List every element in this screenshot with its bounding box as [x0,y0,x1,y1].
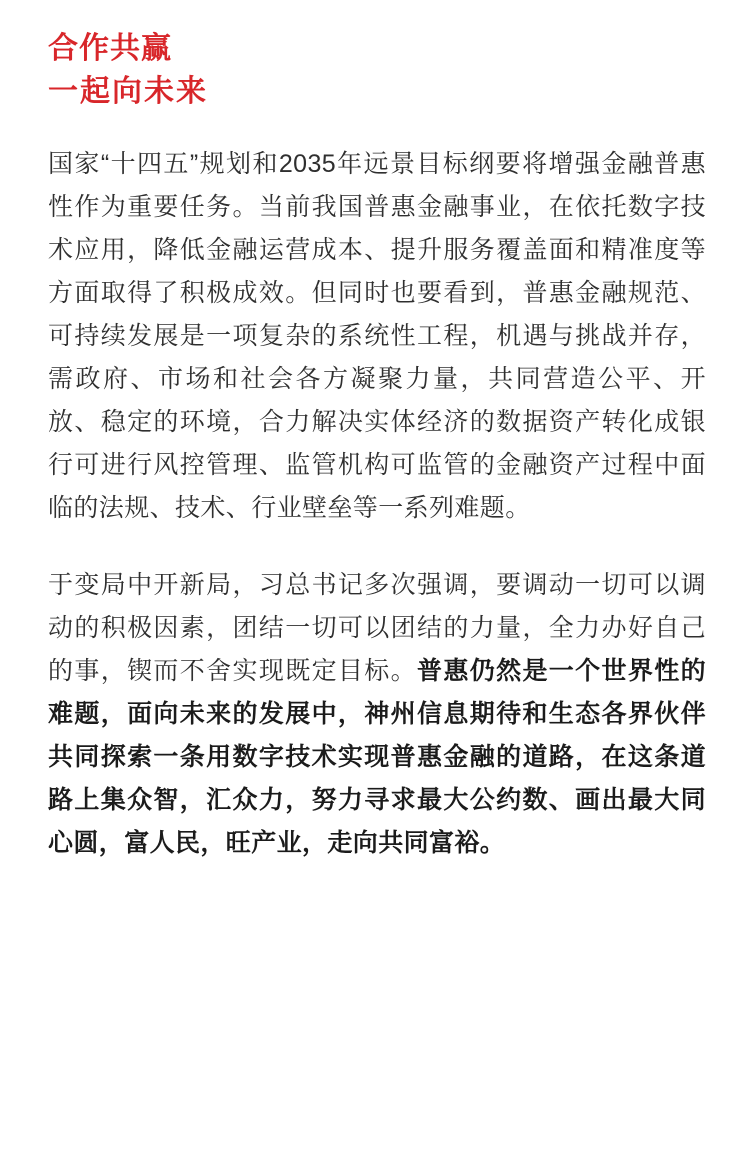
page-title [48,28,706,113]
page-title-line-2: 一起向未来 [48,74,208,108]
paragraph-2-bold-run: 普惠仍然是一个世界性的难题，面向未来的发展中，神州信息期待和生态各界伙伴共同探索一条用数字技术实现普惠金融的道路，在这条道路上集众智，汇众力，努力寻求最大公约数、画出最大同心圆，富人民，旺产业，走向共同富裕。 [48,657,706,858]
article-body [48,143,706,865]
page-title-line-1: 合作共赢 [48,32,172,65]
paragraph-2-normal-run: 于变局中开新局，习总书记多次强调，要调动一切可以调动的积极因素，团结一切可以团结的力量，全力办好自己的事，锲而不舍实现既定目标。 [48,571,706,686]
paragraph-2 [48,564,706,865]
paragraph-1: 国家“十四五”规划和2035年远景目标纲要将增强金融普惠性作为重要任务。当前我国普惠金融事业，在依托数字技术应用，降低金融运营成本、提升服务覆盖面和精准度等方面取得了积极成效。但同时也要看到，普惠金融规范、可持续发展是一项复杂的系统性工程，机遇与挑战并存，需政府、市场和社会各方凝聚力量，共同营造公平、开放、稳定的环境，合力解决实体经济的数据资产转化成银行可进行风控管理、监管机构可监管的金融资产过程中面临的法规、技术、行业壁垒等一系列难题。 [48,150,706,523]
